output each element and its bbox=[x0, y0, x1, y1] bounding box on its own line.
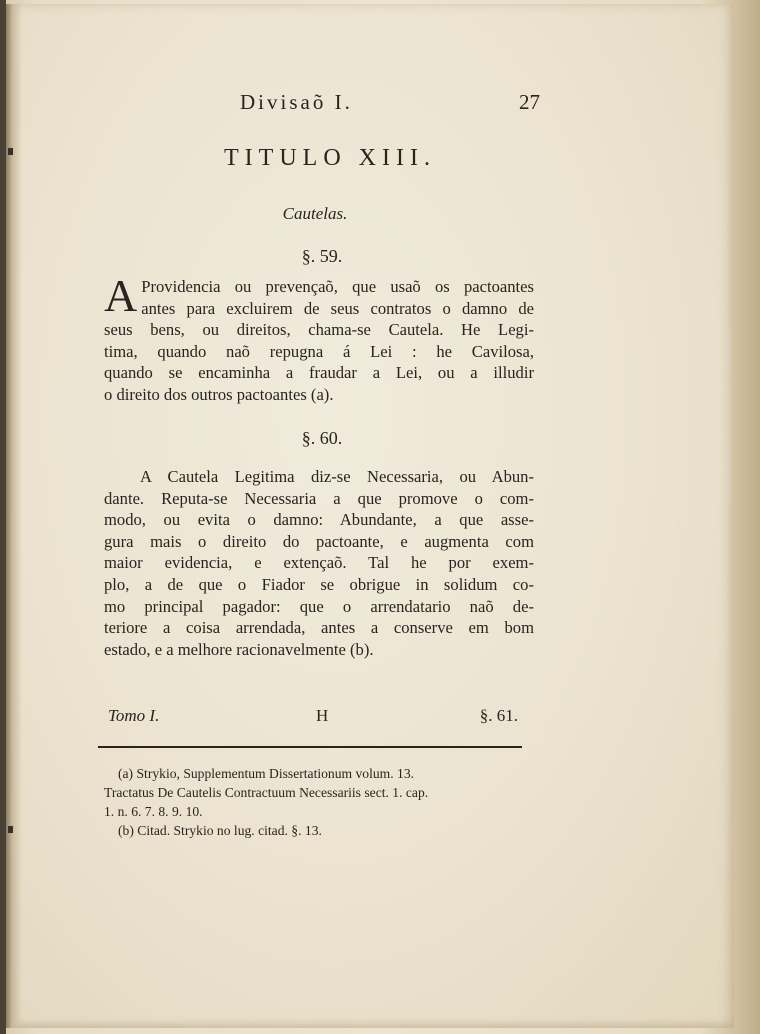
text-line: seus bens, ou direitos, chama-se Cautela. He Legi- bbox=[104, 320, 534, 340]
paragraph-60 bbox=[104, 466, 534, 660]
chapter-title: TITULO XIII. bbox=[224, 145, 436, 171]
division-label: Divisaõ I. bbox=[240, 90, 353, 114]
catchline bbox=[108, 706, 518, 730]
volume-label: Tomo I. bbox=[108, 706, 160, 725]
text-line: o direito dos outros pactoantes (a). bbox=[104, 384, 334, 404]
footnote-line: (b) Citad. Strykio no lug. citad. §. 13. bbox=[118, 823, 322, 838]
footnotes bbox=[104, 764, 536, 840]
text-line: teriore a coisa arrendada, antes a conserve em bom bbox=[104, 618, 534, 638]
text-line: dante. Reputa-se Necessaria a que promove o com- bbox=[104, 488, 534, 508]
footnote-line: Tractatus De Cautelis Contractuum Necessariis sect. 1. cap. bbox=[104, 785, 429, 800]
catchword: §. 61. bbox=[479, 706, 518, 725]
footnote-line: (a) Strykio, Supplementum Dissertationum volum. 13. bbox=[118, 766, 415, 781]
text-line: tima, quando naõ repugna á Lei : he Cavilosa, bbox=[104, 341, 534, 361]
text-line: antes para excluirem de seus contratos o damno de bbox=[141, 298, 534, 318]
section-heading-59: §. 59. bbox=[301, 246, 343, 266]
page-number: 27 bbox=[519, 90, 540, 114]
text-line: maior evidencia, e extençaõ. Tal he por exem- bbox=[104, 553, 534, 573]
binding-mark bbox=[8, 148, 13, 155]
text-line: A Cautela Legitima diz-se Necessaria, ou Abun- bbox=[140, 467, 534, 486]
chapter-subtitle: Cautelas. bbox=[282, 204, 348, 223]
binding-gutter bbox=[6, 4, 22, 1028]
text-line: plo, a de que o Fiador se obrigue in solidum co- bbox=[104, 574, 534, 594]
paragraph-59 bbox=[104, 270, 534, 406]
text-line: estado, e a melhore racionavelmente (b). bbox=[104, 639, 374, 659]
text-line: Providencia ou prevençaõ, que usaõ os pactoantes bbox=[141, 277, 534, 296]
text-line: mo principal pagador: que o arrendatario naõ de- bbox=[104, 596, 534, 616]
section-heading-60: §. 60. bbox=[301, 428, 343, 448]
text-line: gura mais o direito do pactoante, e augmenta com bbox=[104, 531, 534, 551]
footnote-rule bbox=[98, 746, 522, 748]
drop-cap: A bbox=[104, 270, 138, 321]
text-line: quando se encaminha a fraudar a Lei, ou a illudir bbox=[104, 363, 534, 383]
text-line: modo, ou evita o damno: Abundante, a que asse- bbox=[104, 510, 534, 530]
running-header bbox=[240, 90, 540, 116]
footnote-line: 1. n. 6. 7. 8. 9. 10. bbox=[104, 804, 203, 819]
signature-mark: H bbox=[316, 706, 329, 725]
binding-mark bbox=[8, 826, 13, 833]
